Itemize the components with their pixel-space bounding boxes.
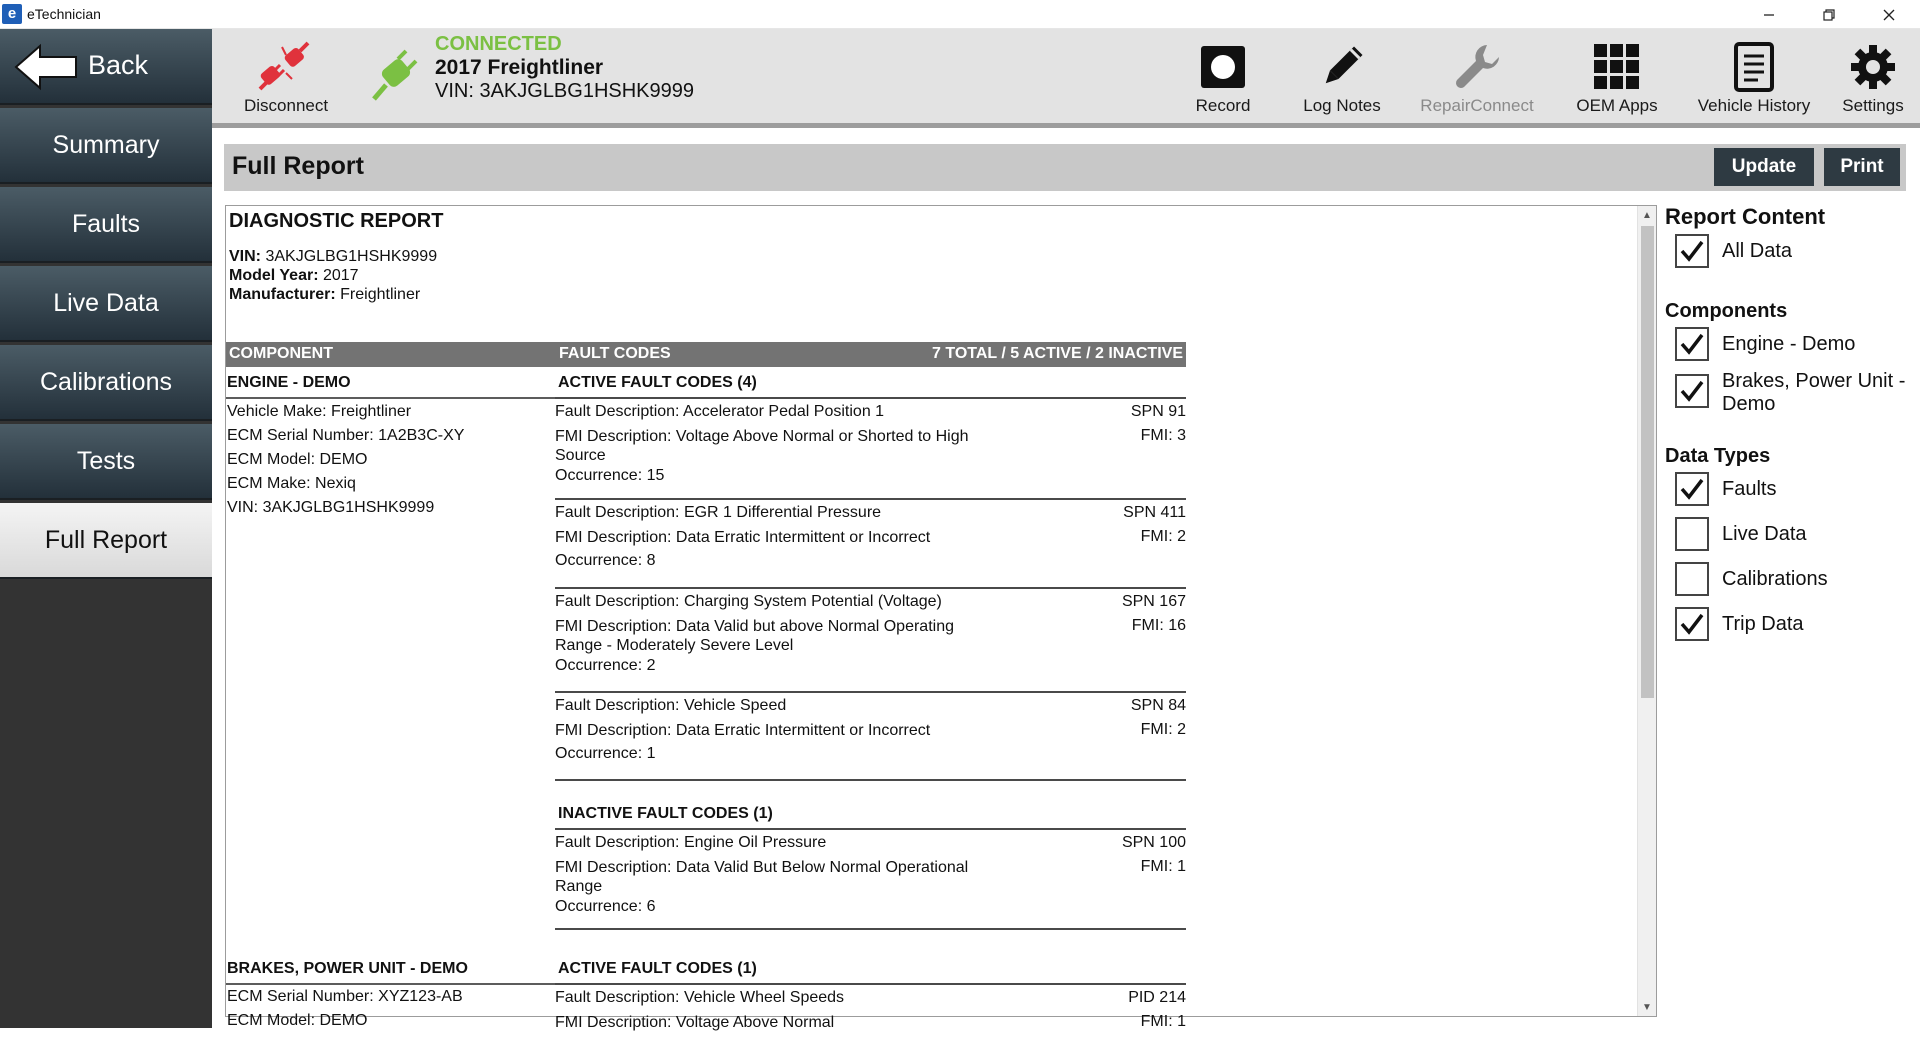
scroll-up-icon[interactable]: ▲ [1642,209,1652,221]
fault-description: Fault Description: Charging System Potential (Voltage) [555,593,942,610]
fault-item [555,397,1186,484]
print-button[interactable]: Print [1824,148,1900,186]
fault-description: Fault Description: Vehicle Speed [555,697,787,714]
top-toolbar [212,29,1920,128]
restore-button[interactable] [1806,0,1852,29]
fault-spn: PID 214 [1128,989,1186,1006]
fault-spn: SPN 167 [1121,593,1186,610]
close-button[interactable] [1866,0,1912,29]
report-vin: VIN: 3AKJGLBG1HSHK9999 [229,248,438,265]
document-icon [1724,41,1784,93]
fmi-description: FMI Description: Voltage Above Normal or Shorted to High Source [555,428,969,464]
back-label: Back [88,50,149,80]
fault-item [555,691,1186,779]
vehicle-vin: VIN: 3AKJGLBG1HSHK9999 [435,80,695,102]
fault-spn: SPN 84 [1130,697,1186,714]
log-notes-label: Log Notes [1303,96,1381,115]
scroll-down-icon[interactable]: ▼ [1642,1001,1652,1013]
wrench-icon [1447,41,1507,93]
fmi-code: FMI: 3 [1140,427,1186,444]
report-manufacturer: Manufacturer: Freightliner [229,286,421,303]
all-data-checkbox[interactable] [1675,234,1709,268]
nav-live-data[interactable]: Live Data [0,266,212,342]
fmi-code: FMI: 2 [1140,528,1186,545]
oem-apps-button[interactable] [1567,41,1667,116]
disconnect-label: Disconnect [244,96,329,115]
record-button[interactable] [1191,41,1255,116]
trip-data-label: Trip Data [1722,613,1804,635]
active-faults-title: ACTIVE FAULT CODES (4) [558,374,757,391]
component-engine-label: Engine - Demo [1722,333,1856,355]
fmi-code: FMI: 16 [1131,617,1186,634]
nav-summary[interactable]: Summary [0,108,212,184]
active-faults-title: ACTIVE FAULT CODES (1) [558,960,757,977]
checkmark-icon [1679,611,1705,637]
component-detail: ECM Model: DEMO [227,451,368,468]
gear-icon [1843,41,1903,93]
minimize-button[interactable] [1746,0,1792,29]
sidebar [0,29,212,1028]
fault-description: Fault Description: Vehicle Wheel Speeds [555,989,845,1006]
occurrence: Occurrence: 15 [555,467,665,484]
col-component: COMPONENT [229,345,333,362]
nav-calibrations[interactable]: Calibrations [0,345,212,421]
faults-label: Faults [1722,478,1777,500]
report-content-title: Report Content [1665,204,1826,229]
pencil-icon [1312,41,1372,93]
fault-spn: SPN 91 [1130,403,1186,420]
fault-spn: SPN 411 [1123,504,1186,521]
fmi-code: FMI: 2 [1140,721,1186,738]
checkmark-icon [1679,378,1705,404]
divider [555,779,1186,781]
log-notes-button[interactable] [1297,41,1387,116]
fault-description: Fault Description: EGR 1 Differential Pressure [555,504,882,521]
fmi-code: FMI: 1 [1140,858,1186,875]
vehicle-history-label: Vehicle History [1697,96,1811,115]
fault-description: Fault Description: Accelerator Pedal Position 1 [555,403,885,420]
report-viewer[interactable] [225,205,1657,1031]
settings-label: Settings [1842,96,1904,115]
occurrence: Occurrence: 6 [555,898,656,915]
table-header [226,342,1186,367]
component-detail: Vehicle Make: Freightliner [227,403,412,420]
nav-full-report[interactable]: Full Report [0,503,212,579]
app-logo-icon: e [2,4,22,24]
col-summary: 7 TOTAL / 5 ACTIVE / 2 INACTIVE [931,345,1183,362]
app-title: eTechnician [27,6,101,22]
unplug-icon [254,41,314,93]
component-title-engine: ENGINE - DEMO [227,374,351,391]
calibrations-checkbox[interactable] [1675,562,1709,596]
report-model-year: Model Year: 2017 [229,267,359,284]
title-bar [0,0,1920,29]
fault-item [555,983,1186,1043]
fmi-description: FMI Description: Data Erratic Intermittent or Incorrect [555,722,931,739]
divider [555,928,1186,930]
component-engine-checkbox[interactable] [1675,327,1709,361]
component-brakes-label: Brakes, Power Unit - Demo [1722,370,1906,415]
nav-faults[interactable]: Faults [0,187,212,263]
component-detail: VIN: 3AKJGLBG1HSHK9999 [227,499,435,516]
vehicle-history-button[interactable] [1689,41,1819,116]
fmi-description: FMI Description: Data Erratic Intermittent or Incorrect [555,529,931,546]
occurrence: Occurrence: 2 [555,657,656,674]
calibrations-label: Calibrations [1722,568,1828,590]
fault-item [555,828,1186,928]
restore-icon [1822,8,1836,22]
report-title: DIAGNOSTIC REPORT [229,210,444,232]
fmi-description: FMI Description: Data Valid but above Normal Operating Range - Moderately Severe Level [555,618,954,654]
col-fault-codes: FAULT CODES [559,345,671,362]
scroll-thumb[interactable] [1641,226,1654,698]
live-data-checkbox[interactable] [1675,517,1709,551]
checkmark-icon [1679,476,1705,502]
record-label: Record [1195,96,1251,115]
settings-button[interactable] [1838,41,1908,116]
occurrence: Occurrence: 1 [555,745,656,762]
back-button[interactable] [0,29,212,105]
checkmark-icon [1679,331,1705,357]
components-title: Components [1665,300,1788,322]
report-header [224,144,1906,191]
oem-apps-label: OEM Apps [1576,96,1658,115]
fault-spn: SPN 100 [1121,834,1186,851]
inactive-faults-title: INACTIVE FAULT CODES (1) [558,805,773,822]
close-icon [1882,8,1896,22]
fmi-code: FMI: 1 [1140,1013,1186,1030]
fmi-description: FMI Description: Data Valid But Below Normal Operational Range [555,859,969,895]
checkmark-icon [1679,238,1705,264]
record-icon [1193,41,1253,93]
component-title-brakes: BRAKES, POWER UNIT - DEMO [227,960,468,977]
plug-connected-icon [368,45,428,105]
component-brakes-checkbox[interactable] [1675,374,1709,408]
component-detail: ECM Make: Nexiq [227,475,356,492]
minimize-icon [1762,8,1776,22]
vehicle-name: 2017 Freightliner [435,56,604,79]
nav-tests[interactable]: Tests [0,424,212,500]
fault-item [555,587,1186,691]
report-scrollbar[interactable] [1637,206,1656,1016]
live-data-label: Live Data [1722,523,1807,545]
trip-data-checkbox[interactable] [1675,607,1709,641]
update-button[interactable]: Update [1714,148,1814,186]
fault-item [555,498,1186,586]
connection-status: CONNECTED [435,33,562,55]
repair-connect-button[interactable] [1417,41,1537,116]
back-arrow-icon [14,44,78,90]
component-detail: ECM Serial Number: 1A2B3C-XY [227,427,465,444]
report-document [226,206,1638,1031]
apps-grid-icon [1587,41,1647,93]
component-detail: ECM Model: DEMO [227,1012,368,1029]
page-title: Full Report [232,152,364,180]
component-detail: ECM Serial Number: XYZ123-AB [227,988,463,1005]
data-types-title: Data Types [1665,445,1771,467]
fault-description: Fault Description: Engine Oil Pressure [555,834,827,851]
faults-checkbox[interactable] [1675,472,1709,506]
occurrence: Occurrence: 8 [555,552,656,569]
all-data-label: All Data [1722,240,1793,262]
repair-connect-label: RepairConnect [1420,96,1534,115]
disconnect-button[interactable] [244,41,329,116]
fmi-description: FMI Description: Voltage Above Normal [555,1014,835,1031]
